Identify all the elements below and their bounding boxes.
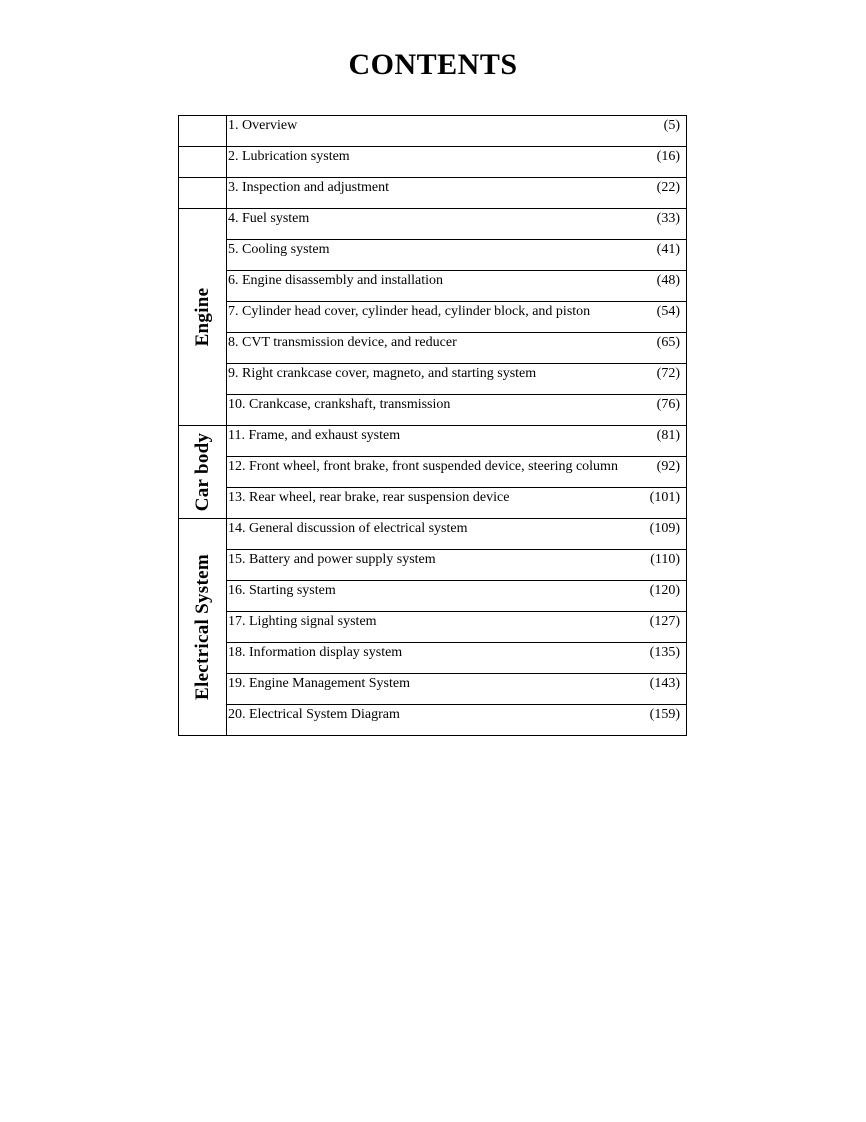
table-row <box>179 395 687 426</box>
section-cell-empty <box>179 178 227 209</box>
toc-entry[interactable] <box>227 643 687 674</box>
toc-entry[interactable] <box>227 519 687 550</box>
toc-entry[interactable] <box>227 271 687 302</box>
entry-page: (127) <box>649 614 680 629</box>
table-row <box>179 519 687 550</box>
table-row <box>179 302 687 333</box>
toc-entry[interactable] <box>227 426 687 457</box>
entry-label: 2. Lubrication system <box>228 149 350 164</box>
table-row <box>179 240 687 271</box>
entry-page: (135) <box>649 645 680 660</box>
entry-label: 20. Electrical System Diagram <box>228 707 400 722</box>
section-cell-empty <box>179 116 227 147</box>
entry-page: (92) <box>656 459 680 474</box>
entry-page: (5) <box>663 118 680 133</box>
contents-table <box>178 115 687 736</box>
toc-entry[interactable] <box>227 240 687 271</box>
entry-label: 9. Right crankcase cover, magneto, and starting system <box>228 366 537 381</box>
table-row <box>179 457 687 488</box>
table-row <box>179 488 687 519</box>
entry-page: (101) <box>649 490 680 505</box>
toc-entry[interactable] <box>227 333 687 364</box>
section-label-engine: Engine <box>191 287 213 347</box>
toc-entry[interactable] <box>227 550 687 581</box>
entry-label: 16. Starting system <box>228 583 336 598</box>
toc-entry[interactable] <box>227 488 687 519</box>
entry-label: 7. Cylinder head cover, cylinder head, cylinder block, and piston <box>228 304 591 319</box>
entry-label: 15. Battery and power supply system <box>228 552 436 567</box>
entry-page: (16) <box>656 149 680 164</box>
table-row <box>179 271 687 302</box>
entry-page: (109) <box>649 521 680 536</box>
entry-page: (33) <box>656 211 680 226</box>
section-cell-car-body <box>179 426 227 519</box>
entry-label: 14. General discussion of electrical system <box>228 521 468 536</box>
toc-entry[interactable] <box>227 705 687 736</box>
toc-entry[interactable] <box>227 116 687 147</box>
toc-entry[interactable] <box>227 457 687 488</box>
section-cell-empty <box>179 147 227 178</box>
table-row <box>179 333 687 364</box>
table-row <box>179 364 687 395</box>
entry-label: 12. Front wheel, front brake, front suspended device, steering column <box>228 459 618 474</box>
entry-label: 5. Cooling system <box>228 242 330 257</box>
entry-page: (143) <box>649 676 680 691</box>
entry-page: (72) <box>656 366 680 381</box>
page-title: CONTENTS <box>348 48 518 81</box>
entry-label: 13. Rear wheel, rear brake, rear suspension device <box>228 490 510 505</box>
entry-label: 10. Crankcase, crankshaft, transmission <box>228 397 451 412</box>
table-row <box>179 643 687 674</box>
table-row <box>179 705 687 736</box>
toc-entry[interactable] <box>227 178 687 209</box>
section-label-car-body: Car body <box>191 432 213 512</box>
entry-label: 4. Fuel system <box>228 211 310 226</box>
table-row <box>179 209 687 240</box>
entry-page: (159) <box>649 707 680 722</box>
toc-entry[interactable] <box>227 674 687 705</box>
table-row <box>179 178 687 209</box>
toc-entry[interactable] <box>227 581 687 612</box>
entry-label: 17. Lighting signal system <box>228 614 377 629</box>
toc-entry[interactable] <box>227 364 687 395</box>
entry-page: (54) <box>656 304 680 319</box>
table-row <box>179 426 687 457</box>
entry-page: (22) <box>656 180 680 195</box>
entry-label: 6. Engine disassembly and installation <box>228 273 444 288</box>
entry-page: (48) <box>656 273 680 288</box>
entry-page: (81) <box>656 428 680 443</box>
entry-label: 1. Overview <box>228 118 298 133</box>
toc-entry[interactable] <box>227 147 687 178</box>
entry-page: (76) <box>656 397 680 412</box>
toc-entry[interactable] <box>227 395 687 426</box>
table-row <box>179 581 687 612</box>
entry-page: (110) <box>650 552 680 567</box>
entry-label: 8. CVT transmission device, and reducer <box>228 335 457 350</box>
section-cell-electrical <box>179 519 227 736</box>
entry-page: (41) <box>656 242 680 257</box>
table-row <box>179 116 687 147</box>
entry-label: 3. Inspection and adjustment <box>228 180 389 195</box>
toc-entry[interactable] <box>227 612 687 643</box>
entry-label: 19. Engine Management System <box>228 676 410 691</box>
entry-label: 18. Information display system <box>228 645 403 660</box>
entry-label: 11. Frame, and exhaust system <box>228 428 401 443</box>
section-label-electrical: Electrical System <box>191 554 213 700</box>
table-row <box>179 147 687 178</box>
table-row <box>179 674 687 705</box>
section-cell-engine <box>179 209 227 426</box>
toc-entry[interactable] <box>227 302 687 333</box>
table-row <box>179 612 687 643</box>
toc-entry[interactable] <box>227 209 687 240</box>
entry-page: (120) <box>649 583 680 598</box>
entry-page: (65) <box>656 335 680 350</box>
table-row <box>179 550 687 581</box>
